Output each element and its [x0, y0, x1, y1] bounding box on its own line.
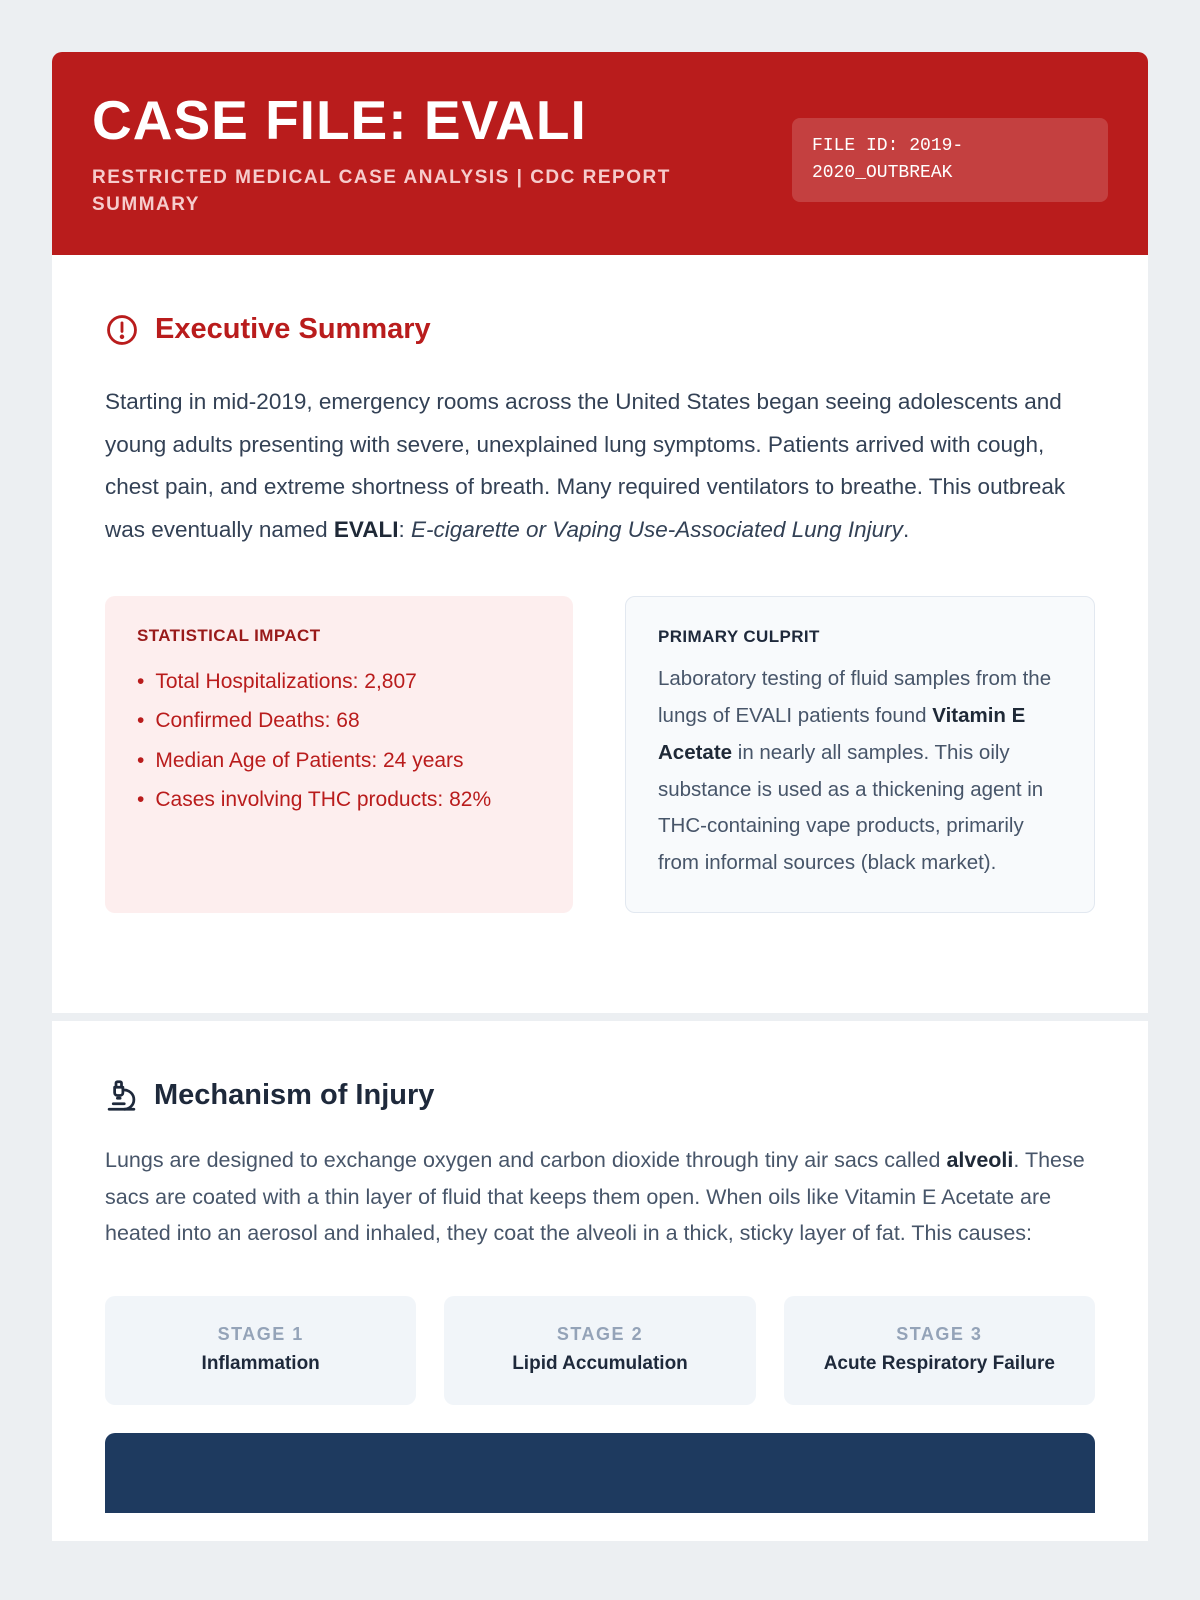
culprit-text-end: in nearly all samples. This oily substance is used as a thickening agent in THC-containing vape products, primarily from informal sources (black market).: [658, 740, 1044, 875]
summary-text-sep: :: [398, 517, 411, 543]
alert-icon: [105, 313, 139, 347]
stage-1-name: Inflammation: [201, 1352, 320, 1374]
stat-item-median-age: • Median Age of Patients: 24 years: [137, 741, 541, 780]
executive-summary-heading: [105, 313, 1095, 347]
statistical-impact-list: [137, 662, 541, 820]
mechanism-heading: [105, 1079, 1095, 1112]
statistical-impact-heading: STATISTICAL IMPACT: [137, 625, 321, 645]
stage-2-label: STAGE 2: [556, 1323, 644, 1344]
stage-card-3: [784, 1296, 1095, 1405]
microscope-icon: [105, 1079, 138, 1112]
mechanism-text: Lungs are designed to exchange oxygen and carbon dioxide through tiny air sacs called: [105, 1148, 947, 1173]
summary-text: Starting in mid-2019, emergency rooms across the United States began seeing adolescents and young adults presenting with severe, unexplained lung symptoms. Patients arrived with cough, chest pain, and extreme shortness of breath. Many required ventilators to breathe. This outbreak was eventually named: [105, 388, 1066, 543]
culprit-text: Laboratory testing of fluid samples from the lungs of EVALI patients found: [658, 666, 1052, 727]
page-title: CASE FILE: EVALI: [92, 89, 587, 151]
stage-3-label: STAGE 3: [896, 1323, 983, 1344]
statistical-impact-card: [105, 596, 573, 913]
stage-1-label: STAGE 1: [217, 1323, 304, 1344]
mechanism-of-injury-section: [52, 1021, 1148, 1541]
stage-card-2: [444, 1296, 755, 1405]
stage-2-name: Lipid Accumulation: [512, 1352, 688, 1374]
mechanism-text-end: . These sacs are coated with a thin layer of fluid that keeps them open. When oils like Vitamin E Acetate are heated into an aerosol and inhaled, they coat the alveoli in a thick, sticky layer of fat. This causes:: [105, 1148, 1085, 1246]
executive-summary-section: [52, 255, 1148, 1013]
stages-row: [105, 1296, 1095, 1405]
summary-text-end: .: [902, 517, 910, 543]
stage-3-name: Acute Respiratory Failure: [823, 1352, 1055, 1374]
stat-item-thc-cases: • Cases involving THC products: 82%: [137, 780, 541, 819]
primary-culprit-heading: PRIMARY CULPRIT: [658, 626, 820, 646]
summary-cards-row: [105, 596, 1095, 913]
culprit-bold-vitamin-e: Vitamin E Acetate: [658, 703, 1026, 764]
page-subtitle: RESTRICTED MEDICAL CASE ANALYSIS | CDC REPORT SUMMARY: [92, 166, 671, 216]
stage-card-1: [105, 1296, 416, 1405]
report-header: [52, 52, 1148, 255]
mechanism-paragraph: [105, 1142, 1095, 1252]
primary-culprit-card: [625, 596, 1095, 913]
stat-item-deaths: • Confirmed Deaths: 68: [137, 701, 541, 740]
summary-italic-definition: E-cigarette or Vaping Use-Associated Lung Injury: [411, 517, 903, 543]
primary-culprit-paragraph: [658, 661, 1062, 882]
report-header-text: [92, 89, 752, 219]
stat-item-hospitalizations: • Total Hospitalizations: 2,807: [137, 662, 541, 701]
executive-summary-paragraph: [105, 381, 1095, 552]
next-section-header-bar: [105, 1433, 1095, 1513]
mechanism-bold-alveoli: alveoli: [946, 1148, 1014, 1173]
mechanism-heading-label: Mechanism of Injury: [154, 1079, 435, 1112]
executive-summary-heading-label: Executive Summary: [155, 313, 431, 346]
case-file-page: [52, 0, 1148, 1541]
summary-bold-evali: EVALI: [333, 517, 399, 543]
file-id-badge: FILE ID: 2019-2020_OUTBREAK: [792, 118, 1108, 202]
